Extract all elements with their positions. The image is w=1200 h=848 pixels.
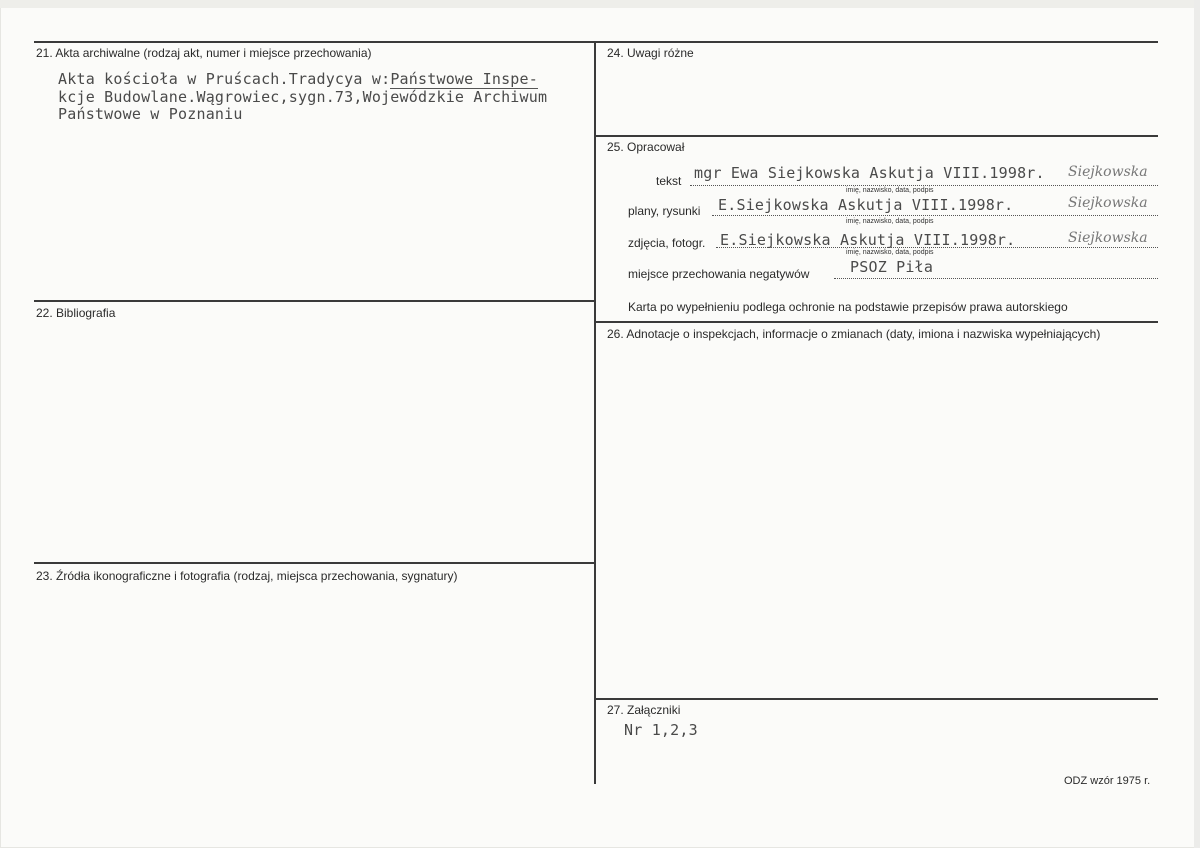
center-divider bbox=[594, 41, 596, 784]
plany-label: plany, rysunki bbox=[628, 204, 701, 218]
zdjecia-signature: Siejkowska bbox=[1068, 230, 1148, 246]
rule-24-25 bbox=[595, 135, 1158, 137]
section-27-value: Nr 1,2,3 bbox=[624, 721, 698, 739]
negatywy-value: PSOZ Piła bbox=[850, 258, 934, 276]
negatywy-dotted-line bbox=[834, 278, 1158, 279]
section-22-label: 22. Bibliografia bbox=[36, 306, 116, 320]
section-21-line-1b: Państwowe Inspe- bbox=[390, 70, 539, 88]
zdjecia-value: E.Siejkowska Askutja VIII.1998r. bbox=[720, 231, 1016, 249]
tekst-label: tekst bbox=[656, 174, 682, 188]
zdjecia-caption: imię, nazwisko, data, podpis bbox=[846, 249, 934, 256]
zdjecia-label: zdjęcia, fotogr. bbox=[628, 236, 706, 250]
section-24-label: 24. Uwagi różne bbox=[607, 46, 694, 60]
plany-caption: imię, nazwisko, data, podpis bbox=[846, 218, 934, 225]
tekst-value: mgr Ewa Siejkowska Askutja VIII.1998r. bbox=[694, 164, 1045, 182]
section-21-line-1 bbox=[58, 70, 538, 89]
tekst-dotted-line bbox=[690, 185, 1158, 186]
section-21-line-2: kcje Budowlane.Wągrowiec,sygn.73,Wojewódzkie Archiwum bbox=[58, 88, 548, 106]
plany-value: E.Siejkowska Askutja VIII.1998r. bbox=[718, 196, 1014, 214]
copyright-note: Karta po wypełnieniu podlega ochronie na podstawie przepisów prawa autorskiego bbox=[628, 300, 1068, 314]
negatywy-label: miejsce przechowania negatywów bbox=[628, 267, 810, 281]
top-rule bbox=[34, 41, 1158, 43]
section-27-label: 27. Załączniki bbox=[607, 703, 681, 717]
section-21-line-3: Państwowe w Poznaniu bbox=[58, 105, 243, 123]
rule-21-22 bbox=[34, 300, 595, 302]
section-23-label: 23. Źródła ikonograficzne i fotografia (rodzaj, miejsca przechowania, sygnatury) bbox=[36, 569, 458, 583]
rule-25-26 bbox=[595, 321, 1158, 323]
plany-dotted-line bbox=[712, 215, 1158, 216]
form-id: ODZ wzór 1975 r. bbox=[1064, 775, 1151, 787]
section-21-line-1a: Akta kościoła w Pruścach.Tradycya w: bbox=[58, 70, 391, 88]
plany-signature: Siejkowska bbox=[1068, 195, 1148, 211]
section-26-label: 26. Adnotacje o inspekcjach, informacje o zmianach (daty, imiona i nazwiska wypełniających) bbox=[607, 327, 1101, 341]
tekst-signature: Siejkowska bbox=[1068, 164, 1148, 180]
rule-26-27 bbox=[595, 698, 1158, 700]
scan-edge-top bbox=[0, 0, 1200, 8]
section-21-label: 21. Akta archiwalne (rodzaj akt, numer i miejsce przechowania) bbox=[36, 46, 372, 60]
tekst-caption: imię, nazwisko, data, podpis bbox=[846, 187, 934, 194]
scan-edge-right bbox=[1194, 0, 1200, 848]
section-25-label: 25. Opracował bbox=[607, 140, 685, 154]
rule-22-23 bbox=[34, 562, 595, 564]
